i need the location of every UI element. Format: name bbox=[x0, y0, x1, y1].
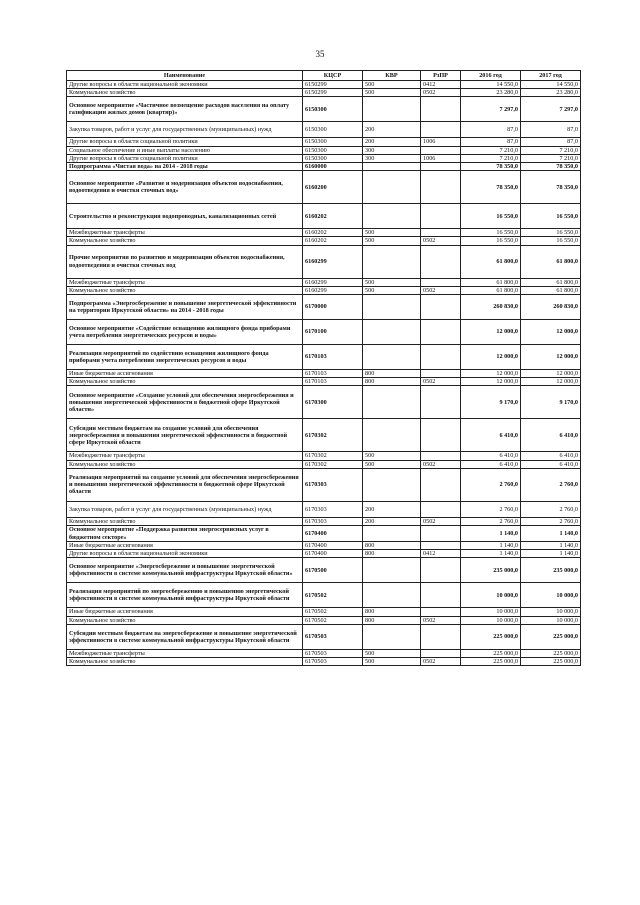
cell-2016: 61 800,0 bbox=[461, 245, 521, 278]
cell-2017: 87,0 bbox=[521, 138, 581, 146]
cell-2017: 225 000,0 bbox=[521, 649, 581, 657]
cell-rzpr bbox=[421, 526, 461, 542]
cell-rzpr bbox=[421, 295, 461, 320]
cell-rzpr bbox=[421, 649, 461, 657]
cell-kcsr: 6170302 bbox=[303, 419, 363, 452]
cell-name: Подпрограмма «Чистая вода» на 2014 - 2018 годы bbox=[67, 163, 303, 171]
cell-2016: 7 297,0 bbox=[461, 97, 521, 122]
cell-rzpr: 1006 bbox=[421, 138, 461, 146]
table-row bbox=[67, 278, 581, 286]
cell-2016: 2 760,0 bbox=[461, 517, 521, 525]
cell-name: Другие вопросы в области социальной политики bbox=[67, 138, 303, 146]
cell-kvr: 500 bbox=[363, 286, 421, 294]
table-row bbox=[67, 583, 581, 608]
cell-2016: 1 140,0 bbox=[461, 542, 521, 550]
cell-name: Другие вопросы в области социальной политики bbox=[67, 154, 303, 162]
cell-2016: 225 000,0 bbox=[461, 649, 521, 657]
cell-kcsr: 6170303 bbox=[303, 501, 363, 517]
cell-name: Субсидии местным бюджетам на создание условий для обеспечения энергосбережения и повышения энергетической эффективности в бюджетной сфере Иркутской области bbox=[67, 419, 303, 452]
cell-kvr bbox=[363, 386, 421, 419]
cell-name: Закупка товаров, работ и услуг для государственных (муниципальных) нужд bbox=[67, 122, 303, 138]
cell-2017: 1 140,0 bbox=[521, 550, 581, 558]
cell-rzpr bbox=[421, 583, 461, 608]
cell-2017: 12 000,0 bbox=[521, 370, 581, 378]
table-row bbox=[67, 320, 581, 345]
cell-2016: 87,0 bbox=[461, 122, 521, 138]
cell-name: Субсидии местным бюджетам на энергосбережение и повышение энергетической эффективности в системе коммунальной инфраструктуры Иркутской области bbox=[67, 624, 303, 649]
cell-2017: 225 000,0 bbox=[521, 658, 581, 666]
cell-2017: 12 000,0 bbox=[521, 320, 581, 345]
cell-kcsr: 6150299 bbox=[303, 81, 363, 89]
cell-2017: 12 000,0 bbox=[521, 378, 581, 386]
cell-2016: 78 350,0 bbox=[461, 171, 521, 204]
cell-2016: 6 410,0 bbox=[461, 452, 521, 460]
cell-2017: 7 210,0 bbox=[521, 154, 581, 162]
cell-rzpr bbox=[421, 558, 461, 583]
table-row bbox=[67, 237, 581, 245]
cell-2016: 87,0 bbox=[461, 138, 521, 146]
table-row bbox=[67, 542, 581, 550]
table-row bbox=[67, 229, 581, 237]
cell-2016: 6 410,0 bbox=[461, 460, 521, 468]
cell-kcsr: 6160202 bbox=[303, 229, 363, 237]
cell-kcsr: 6150300 bbox=[303, 97, 363, 122]
cell-name: Иные бюджетные ассигнования bbox=[67, 542, 303, 550]
cell-name: Основное мероприятие «Создание условий для обеспечения энергосбережения и повышения энергетической эффективности в бюджетной сфере Иркутской области» bbox=[67, 386, 303, 419]
cell-2016: 10 000,0 bbox=[461, 608, 521, 616]
cell-2017: 87,0 bbox=[521, 122, 581, 138]
cell-2017: 61 800,0 bbox=[521, 286, 581, 294]
cell-rzpr: 1006 bbox=[421, 154, 461, 162]
cell-kvr: 800 bbox=[363, 608, 421, 616]
table-row bbox=[67, 386, 581, 419]
cell-kvr: 800 bbox=[363, 542, 421, 550]
cell-kcsr: 6170000 bbox=[303, 295, 363, 320]
cell-2017: 7 297,0 bbox=[521, 97, 581, 122]
header-kvr: КВР bbox=[363, 71, 421, 81]
cell-2017: 61 800,0 bbox=[521, 278, 581, 286]
cell-name: Реализация мероприятий по энергосбережению и повышению энергетической эффективности в системе коммунальной инфраструктуры Иркутской области bbox=[67, 583, 303, 608]
cell-rzpr bbox=[421, 97, 461, 122]
cell-name: Коммунальное хозяйство bbox=[67, 517, 303, 525]
cell-kvr: 500 bbox=[363, 229, 421, 237]
cell-name: Межбюджетные трансферты bbox=[67, 452, 303, 460]
cell-kcsr: 6170503 bbox=[303, 649, 363, 657]
cell-2016: 6 410,0 bbox=[461, 419, 521, 452]
cell-2017: 16 550,0 bbox=[521, 204, 581, 229]
table-row bbox=[67, 658, 581, 666]
cell-kcsr: 6170103 bbox=[303, 345, 363, 370]
cell-rzpr bbox=[421, 320, 461, 345]
cell-2016: 16 550,0 bbox=[461, 237, 521, 245]
cell-kcsr: 6150300 bbox=[303, 146, 363, 154]
cell-kcsr: 6170103 bbox=[303, 370, 363, 378]
cell-kcsr: 6170400 bbox=[303, 526, 363, 542]
cell-kcsr: 6170100 bbox=[303, 320, 363, 345]
cell-rzpr bbox=[421, 122, 461, 138]
cell-name: Коммунальное хозяйство bbox=[67, 616, 303, 624]
cell-kcsr: 6170302 bbox=[303, 460, 363, 468]
cell-2017: 1 140,0 bbox=[521, 542, 581, 550]
cell-2017: 9 170,0 bbox=[521, 386, 581, 419]
cell-kcsr: 6160202 bbox=[303, 237, 363, 245]
cell-rzpr bbox=[421, 278, 461, 286]
cell-kvr bbox=[363, 97, 421, 122]
cell-kcsr: 6160202 bbox=[303, 204, 363, 229]
cell-kcsr: 6170303 bbox=[303, 468, 363, 501]
cell-kvr bbox=[363, 245, 421, 278]
cell-2016: 10 000,0 bbox=[461, 583, 521, 608]
cell-2017: 225 000,0 bbox=[521, 624, 581, 649]
cell-2016: 7 210,0 bbox=[461, 146, 521, 154]
cell-rzpr: 0502 bbox=[421, 460, 461, 468]
page-number: 35 bbox=[315, 49, 325, 59]
cell-2017: 78 350,0 bbox=[521, 163, 581, 171]
table-body bbox=[67, 81, 581, 666]
cell-kcsr: 6150299 bbox=[303, 89, 363, 97]
cell-name: Реализация мероприятий по содействию оснащения жилищного фонда приборами учета потребления энергетических ресурсов и воды bbox=[67, 345, 303, 370]
cell-kvr bbox=[363, 624, 421, 649]
cell-2017: 61 800,0 bbox=[521, 245, 581, 278]
cell-2017: 235 000,0 bbox=[521, 558, 581, 583]
cell-rzpr bbox=[421, 229, 461, 237]
table-row bbox=[67, 370, 581, 378]
cell-2016: 12 000,0 bbox=[461, 345, 521, 370]
cell-2017: 260 830,0 bbox=[521, 295, 581, 320]
cell-rzpr bbox=[421, 245, 461, 278]
table-row bbox=[67, 452, 581, 460]
cell-rzpr bbox=[421, 204, 461, 229]
table-row bbox=[67, 138, 581, 146]
cell-rzpr: 0412 bbox=[421, 81, 461, 89]
cell-rzpr: 0502 bbox=[421, 517, 461, 525]
cell-rzpr: 0502 bbox=[421, 89, 461, 97]
cell-2016: 10 000,0 bbox=[461, 616, 521, 624]
cell-2016: 16 550,0 bbox=[461, 204, 521, 229]
cell-2016: 7 210,0 bbox=[461, 154, 521, 162]
cell-kvr: 200 bbox=[363, 517, 421, 525]
cell-rzpr bbox=[421, 501, 461, 517]
cell-2017: 2 760,0 bbox=[521, 468, 581, 501]
cell-kcsr: 6170103 bbox=[303, 378, 363, 386]
cell-name: Межбюджетные трансферты bbox=[67, 278, 303, 286]
cell-kvr bbox=[363, 558, 421, 583]
table-row bbox=[67, 171, 581, 204]
cell-name: Иные бюджетные ассигнования bbox=[67, 608, 303, 616]
cell-2016: 61 800,0 bbox=[461, 278, 521, 286]
cell-kvr: 300 bbox=[363, 146, 421, 154]
cell-2016: 235 000,0 bbox=[461, 558, 521, 583]
table-row bbox=[67, 419, 581, 452]
cell-2016: 1 140,0 bbox=[461, 526, 521, 542]
cell-2017: 2 760,0 bbox=[521, 501, 581, 517]
cell-2017: 6 410,0 bbox=[521, 460, 581, 468]
cell-2016: 9 170,0 bbox=[461, 386, 521, 419]
header-kcsr: КЦСР bbox=[303, 71, 363, 81]
cell-kvr: 500 bbox=[363, 237, 421, 245]
cell-kvr bbox=[363, 204, 421, 229]
cell-2016: 2 760,0 bbox=[461, 468, 521, 501]
table-row bbox=[67, 624, 581, 649]
cell-rzpr bbox=[421, 542, 461, 550]
cell-kvr: 200 bbox=[363, 122, 421, 138]
cell-kcsr: 6170503 bbox=[303, 658, 363, 666]
cell-2016: 16 550,0 bbox=[461, 229, 521, 237]
table-row bbox=[67, 154, 581, 162]
table-row bbox=[67, 295, 581, 320]
cell-kvr bbox=[363, 526, 421, 542]
cell-rzpr: 0502 bbox=[421, 237, 461, 245]
cell-rzpr bbox=[421, 370, 461, 378]
table-row bbox=[67, 526, 581, 542]
cell-kcsr: 6170502 bbox=[303, 583, 363, 608]
cell-name: Коммунальное хозяйство bbox=[67, 286, 303, 294]
cell-name: Коммунальное хозяйство bbox=[67, 378, 303, 386]
cell-rzpr bbox=[421, 163, 461, 171]
cell-kvr bbox=[363, 419, 421, 452]
cell-name: Коммунальное хозяйство bbox=[67, 658, 303, 666]
table-row bbox=[67, 286, 581, 294]
cell-rzpr bbox=[421, 452, 461, 460]
cell-kvr bbox=[363, 320, 421, 345]
cell-2016: 78 350,0 bbox=[461, 163, 521, 171]
cell-kvr: 500 bbox=[363, 81, 421, 89]
cell-name: Основное мероприятие «Содействие оснащению жилищного фонда приборами учета потребления энергетических ресурсов и воды» bbox=[67, 320, 303, 345]
cell-name: Другие вопросы в области национальной экономики bbox=[67, 550, 303, 558]
cell-2016: 260 830,0 bbox=[461, 295, 521, 320]
cell-kvr: 300 bbox=[363, 154, 421, 162]
cell-kcsr: 6150300 bbox=[303, 122, 363, 138]
cell-2017: 7 210,0 bbox=[521, 146, 581, 154]
cell-rzpr bbox=[421, 624, 461, 649]
cell-kvr bbox=[363, 583, 421, 608]
cell-2017: 16 550,0 bbox=[521, 237, 581, 245]
cell-kcsr: 6150300 bbox=[303, 154, 363, 162]
cell-kvr: 500 bbox=[363, 452, 421, 460]
table-header-row bbox=[67, 71, 581, 81]
cell-2016: 61 800,0 bbox=[461, 286, 521, 294]
table-row bbox=[67, 163, 581, 171]
header-2016: 2016 год bbox=[461, 71, 521, 81]
cell-rzpr: 0502 bbox=[421, 286, 461, 294]
cell-rzpr: 0502 bbox=[421, 658, 461, 666]
cell-2016: 225 000,0 bbox=[461, 658, 521, 666]
cell-2017: 10 000,0 bbox=[521, 616, 581, 624]
table-row bbox=[67, 550, 581, 558]
cell-rzpr bbox=[421, 171, 461, 204]
cell-kcsr: 6170503 bbox=[303, 624, 363, 649]
cell-2016: 225 000,0 bbox=[461, 624, 521, 649]
cell-kvr: 500 bbox=[363, 460, 421, 468]
cell-name: Коммунальное хозяйство bbox=[67, 237, 303, 245]
cell-name: Другие вопросы в области национальной экономики bbox=[67, 81, 303, 89]
cell-kvr: 500 bbox=[363, 658, 421, 666]
cell-kvr: 200 bbox=[363, 501, 421, 517]
cell-2016: 1 140,0 bbox=[461, 550, 521, 558]
cell-kcsr: 6160299 bbox=[303, 286, 363, 294]
table-row bbox=[67, 460, 581, 468]
cell-2017: 6 410,0 bbox=[521, 452, 581, 460]
header-name: Наименование bbox=[67, 71, 303, 81]
cell-name: Реализация мероприятий на создание условий для обеспечения энергосбережения и повышения энергетической эффективности в бюджетной сфере Иркутской области bbox=[67, 468, 303, 501]
cell-name: Социальное обеспечение и иные выплаты населению bbox=[67, 146, 303, 154]
cell-2017: 16 550,0 bbox=[521, 229, 581, 237]
cell-kcsr: 6160299 bbox=[303, 245, 363, 278]
cell-kcsr: 6170302 bbox=[303, 452, 363, 460]
cell-kvr: 500 bbox=[363, 278, 421, 286]
cell-2017: 14 550,0 bbox=[521, 81, 581, 89]
cell-kvr: 800 bbox=[363, 616, 421, 624]
cell-name: Закупка товаров, работ и услуг для государственных (муниципальных) нужд bbox=[67, 501, 303, 517]
cell-kcsr: 6170300 bbox=[303, 386, 363, 419]
table-row bbox=[67, 204, 581, 229]
cell-kvr: 800 bbox=[363, 550, 421, 558]
cell-kcsr: 6170400 bbox=[303, 542, 363, 550]
cell-kvr: 800 bbox=[363, 378, 421, 386]
cell-name: Основное мероприятие «Развитие и модернизация объектов водоснабжения, водоотведения и очистки сточных вод» bbox=[67, 171, 303, 204]
cell-2016: 12 000,0 bbox=[461, 320, 521, 345]
table-row bbox=[67, 468, 581, 501]
table-row bbox=[67, 146, 581, 154]
cell-name: Основное мероприятие «Частичное возмещение расходов населения на оплату газификации жилых домов (квартир)» bbox=[67, 97, 303, 122]
table-row bbox=[67, 517, 581, 525]
table-row bbox=[67, 89, 581, 97]
cell-rzpr bbox=[421, 386, 461, 419]
cell-kvr bbox=[363, 468, 421, 501]
header-rzpr: РзПР bbox=[421, 71, 461, 81]
cell-kcsr: 6160299 bbox=[303, 278, 363, 286]
header-2017: 2017 год bbox=[521, 71, 581, 81]
cell-kcsr: 6160200 bbox=[303, 171, 363, 204]
table-row bbox=[67, 81, 581, 89]
cell-name: Строительство и реконструкция водопроводных, канализационных сетей bbox=[67, 204, 303, 229]
table-row bbox=[67, 501, 581, 517]
cell-2017: 2 760,0 bbox=[521, 517, 581, 525]
cell-2017: 78 350,0 bbox=[521, 171, 581, 204]
cell-kvr: 800 bbox=[363, 370, 421, 378]
cell-kvr: 200 bbox=[363, 138, 421, 146]
cell-rzpr bbox=[421, 146, 461, 154]
cell-2016: 14 550,0 bbox=[461, 81, 521, 89]
cell-kvr: 500 bbox=[363, 89, 421, 97]
cell-2017: 1 140,0 bbox=[521, 526, 581, 542]
cell-kcsr: 6170303 bbox=[303, 517, 363, 525]
cell-rzpr: 0502 bbox=[421, 616, 461, 624]
cell-2016: 12 000,0 bbox=[461, 370, 521, 378]
cell-2017: 12 000,0 bbox=[521, 345, 581, 370]
cell-kvr bbox=[363, 295, 421, 320]
cell-kvr bbox=[363, 171, 421, 204]
cell-kcsr: 6160000 bbox=[303, 163, 363, 171]
cell-name: Прочие мероприятия по развитию и модернизации объектов водоснабжения, водоотведения и очистки сточных вод bbox=[67, 245, 303, 278]
cell-rzpr bbox=[421, 608, 461, 616]
cell-kvr bbox=[363, 163, 421, 171]
table-row bbox=[67, 608, 581, 616]
table-row bbox=[67, 345, 581, 370]
cell-kcsr: 6150300 bbox=[303, 138, 363, 146]
cell-rzpr bbox=[421, 468, 461, 501]
cell-name: Основное мероприятие «Энергосбережение и повышение энергетической эффективности в системе коммунальной инфраструктуры Иркутской области» bbox=[67, 558, 303, 583]
cell-2017: 23 280,0 bbox=[521, 89, 581, 97]
cell-rzpr bbox=[421, 419, 461, 452]
cell-2017: 10 000,0 bbox=[521, 583, 581, 608]
cell-kcsr: 6170500 bbox=[303, 558, 363, 583]
cell-name: Межбюджетные трансферты bbox=[67, 649, 303, 657]
table-row bbox=[67, 97, 581, 122]
cell-2016: 2 760,0 bbox=[461, 501, 521, 517]
cell-2017: 6 410,0 bbox=[521, 419, 581, 452]
cell-2016: 12 000,0 bbox=[461, 378, 521, 386]
table-row bbox=[67, 558, 581, 583]
cell-kvr: 500 bbox=[363, 649, 421, 657]
cell-name: Коммунальное хозяйство bbox=[67, 460, 303, 468]
cell-name: Основное мероприятие «Поддержка развития энергосервисных услуг в бюджетном секторе» bbox=[67, 526, 303, 542]
table-row bbox=[67, 378, 581, 386]
budget-table bbox=[66, 70, 581, 666]
cell-name: Иные бюджетные ассигнования bbox=[67, 370, 303, 378]
table-row bbox=[67, 649, 581, 657]
cell-rzpr: 0412 bbox=[421, 550, 461, 558]
cell-2016: 23 280,0 bbox=[461, 89, 521, 97]
cell-kcsr: 6170502 bbox=[303, 616, 363, 624]
table-row bbox=[67, 122, 581, 138]
table-row bbox=[67, 245, 581, 278]
table-row bbox=[67, 616, 581, 624]
cell-2017: 10 000,0 bbox=[521, 608, 581, 616]
cell-name: Межбюджетные трансферты bbox=[67, 229, 303, 237]
cell-kcsr: 6170400 bbox=[303, 550, 363, 558]
cell-rzpr: 0502 bbox=[421, 378, 461, 386]
cell-name: Коммунальное хозяйство bbox=[67, 89, 303, 97]
cell-kcsr: 6170502 bbox=[303, 608, 363, 616]
cell-rzpr bbox=[421, 345, 461, 370]
cell-kvr bbox=[363, 345, 421, 370]
cell-name: Подпрограмма «Энергосбережение и повышение энергетической эффективности на территории Иркутской области» на 2014 - 2018 годы bbox=[67, 295, 303, 320]
